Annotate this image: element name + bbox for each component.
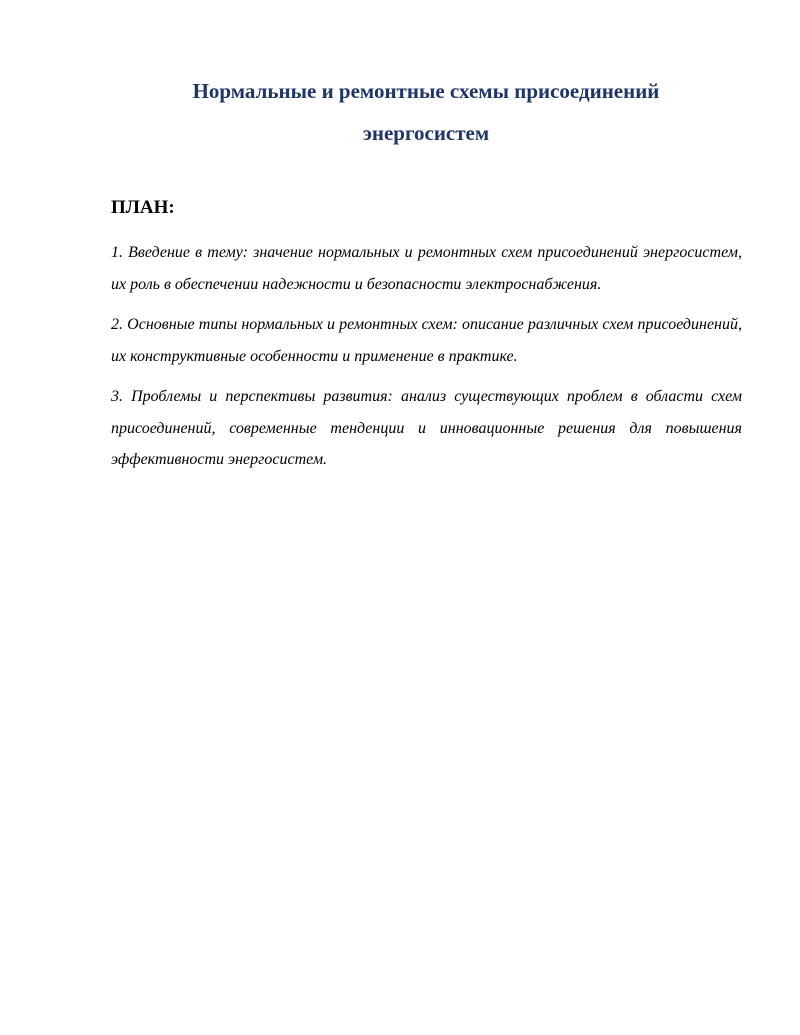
- plan-list: [111, 237, 742, 485]
- plan-heading: ПЛАН:: [111, 197, 175, 218]
- document-title: [110, 70, 742, 154]
- plan-item-3: 3. Проблемы и перспективы развития: анализ существующих проблем в области схем присоединений, современные тенденции и инновационные решения для повышения эффективности энергосистем.: [111, 388, 742, 468]
- title-line-1: Нормальные и ремонтные схемы присоединений: [192, 79, 660, 103]
- plan-item-2: 2. Основные типы нормальных и ремонтных схем: описание различных схем присоединений, их конструктивные особенности и применение в практике.: [111, 316, 742, 365]
- title-line-2: энергосистем: [362, 121, 490, 145]
- plan-item-1: 1. Введение в тему: значение нормальных и ремонтных схем присоединений энергосистем, их роль в обеспечении надежности и безопасности электроснабжения.: [111, 244, 742, 293]
